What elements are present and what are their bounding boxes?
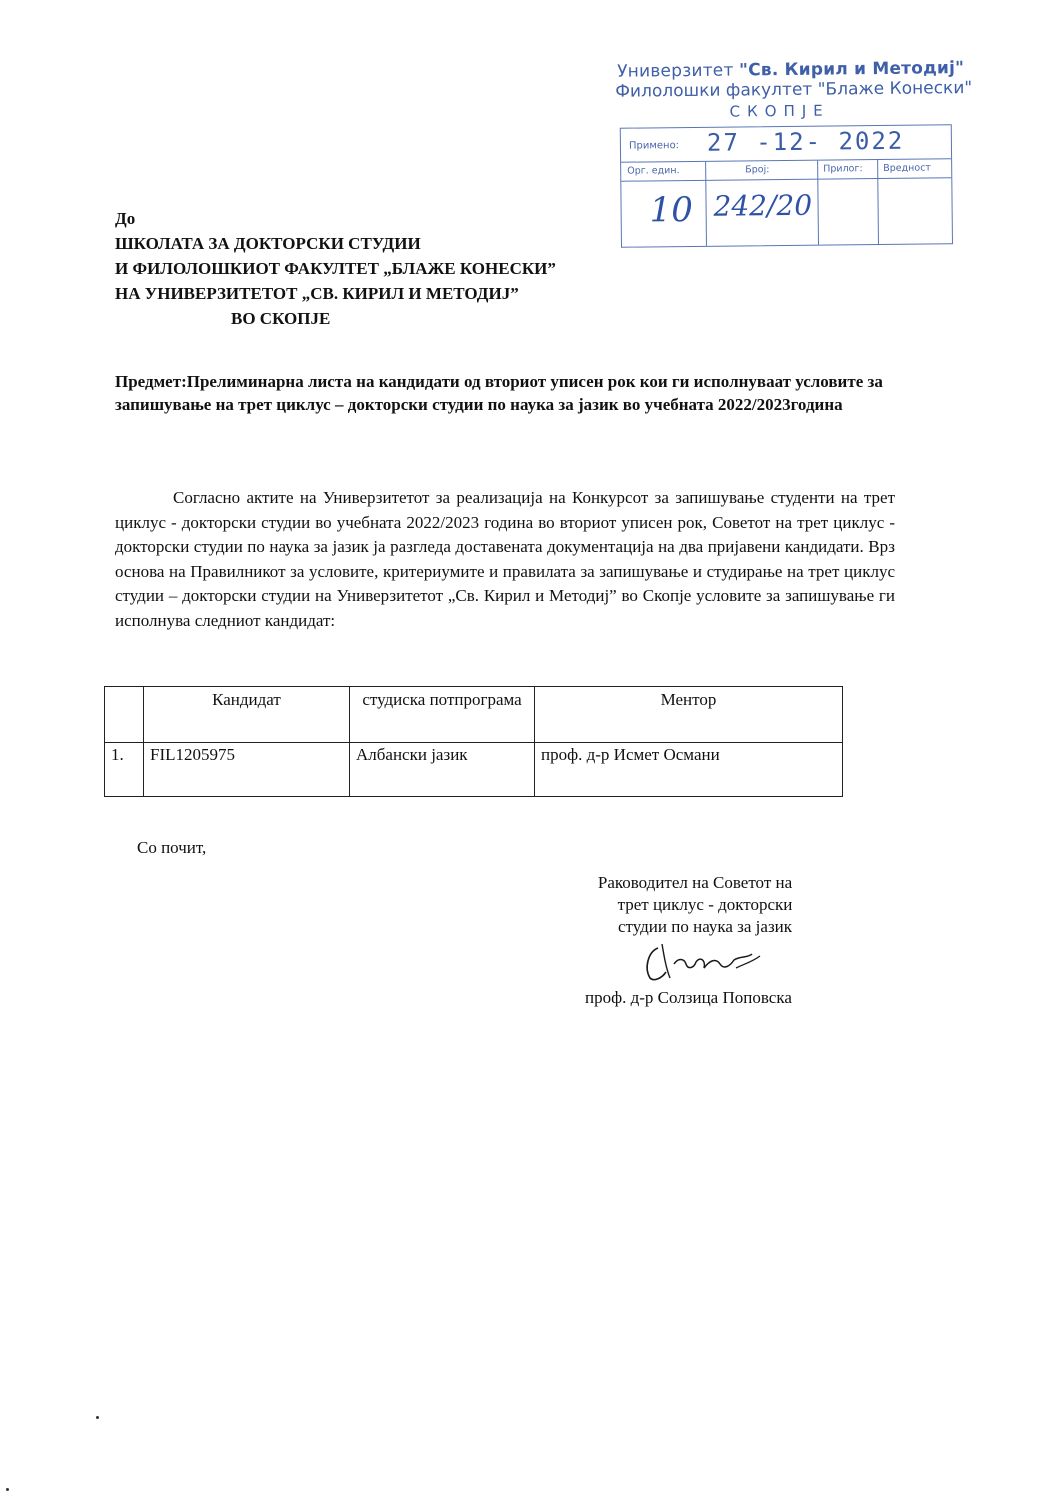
scan-speck <box>96 1416 99 1419</box>
stamp-received-row <box>621 125 951 162</box>
stamp-handwritten-org-unit: 10 <box>649 189 694 231</box>
row-program: Албански јазик <box>350 743 535 797</box>
header-candidate: Кандидат <box>144 687 350 743</box>
address-line-3: НА УНИВЕРЗИТЕТОТ „СВ. КИРИЛ И МЕТОДИЈ” <box>115 284 519 303</box>
row-candidate: FIL1205975 <box>144 743 350 797</box>
stamp-faculty: Филолошки факултет "Блаже Конески" <box>615 78 973 102</box>
address-line-1: ШКОЛАТА ЗА ДОКТОРСКИ СТУДИИ <box>115 234 421 253</box>
signatory-name: проф. д-р Солзица Поповска <box>585 988 792 1007</box>
subject-line: Предмет:Прелиминарна листа на кандидати од вториот уписен рок кои ги исполнуваат условите за запишување на трет циклус – докторски студии по наука за јазик во учебната 2022/2023година <box>115 372 883 414</box>
stamp-header-value: Вредност <box>883 162 931 174</box>
table-row <box>105 743 843 797</box>
address-line-2: И ФИЛОЛОШКИОТ ФАКУЛТЕТ „БЛАЖЕ КОНЕСКИ” <box>115 259 556 278</box>
signatory-title <box>560 872 850 938</box>
row-mentor: проф. д-р Исмет Османи <box>535 743 843 797</box>
closing-greeting: Со почит, <box>137 838 207 857</box>
stamp-header-number: Број: <box>745 164 770 176</box>
row-number: 1. <box>105 743 144 797</box>
stamp-register-box <box>620 124 953 247</box>
registry-stamp <box>611 54 973 248</box>
header-number <box>105 687 144 743</box>
stamp-header-attachment: Прилог: <box>823 163 863 175</box>
header-program: студиска потпрограма <box>350 687 535 743</box>
signatory-line-1: Раководител на Советот на <box>597 873 793 892</box>
address-to: До <box>115 209 136 228</box>
body-paragraph: Согласно актите на Универзитетот за реализација на Конкурсот за запишување студенти на трет циклус - докторски студии во учебната 2022/2023 година во вториот уписен рок, Советот на трет циклус - докторски студии по наука за јазик ја разгледа доставената документација на два пријавени кандидати. Врз основа на Правилникот за условите, критериумите и правилата за запишување и студирање на трет циклус студии – докторски студии на Универзитетот „Св. Кирил и Методиј” во Скопје условите за запишување ги исполнува следниот кандидат: <box>115 488 895 630</box>
signatory-line-2: трет циклус - докторски <box>617 895 793 914</box>
stamp-received-date: 27 -12- 2022 <box>706 126 905 157</box>
recipient-address <box>115 206 556 331</box>
stamp-handwritten-number: 242/20 <box>713 188 813 223</box>
stamp-city: СКОПЈЕ <box>729 101 830 121</box>
handwritten-signature <box>640 938 770 984</box>
candidates-table <box>104 686 843 797</box>
table-header-row <box>105 687 843 743</box>
signatory-line-3: студии по наука за јазик <box>617 917 793 936</box>
header-mentor: Ментор <box>535 687 843 743</box>
stamp-university: Универзитет "Св. Кирил и Методиј" <box>617 58 965 82</box>
address-line-4: ВО СКОПЈЕ <box>231 309 331 328</box>
stamp-header-row <box>621 159 951 181</box>
scan-speck <box>6 1488 9 1491</box>
stamp-received-label: Примено: <box>628 140 680 152</box>
stamp-header-org-unit: Орг. един. <box>627 165 680 177</box>
